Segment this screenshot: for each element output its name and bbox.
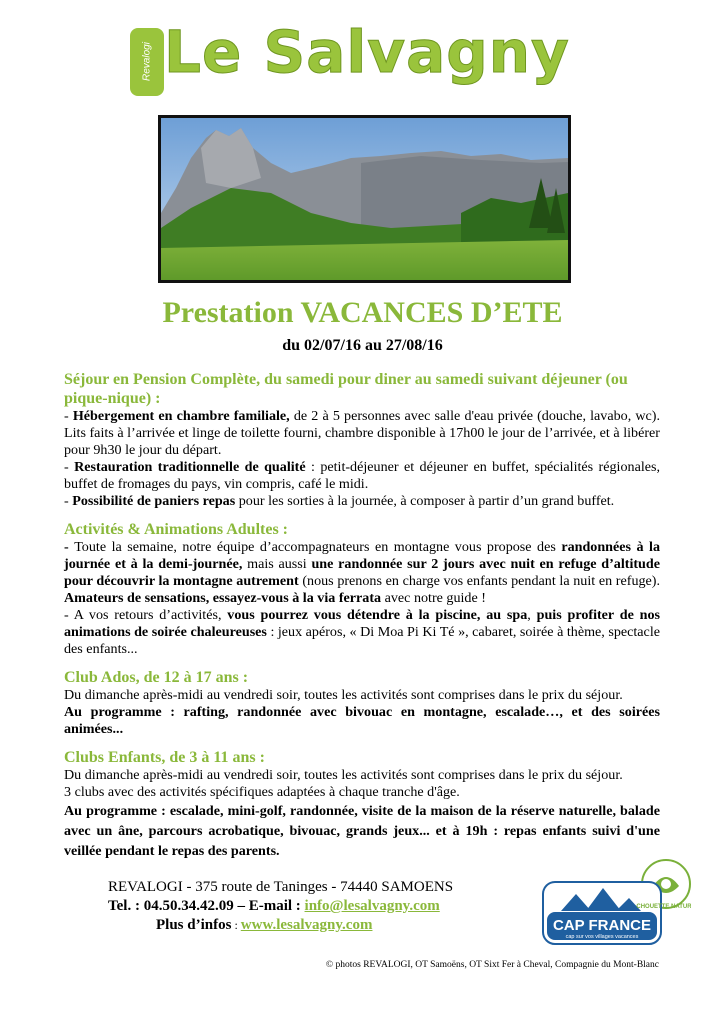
section-pension [64, 370, 660, 510]
capfrance-name: CAP FRANCE [552, 917, 652, 934]
pension-heading: Séjour en Pension Complète, du samedi pour diner au samedi suivant déjeuner (ou pique-nique) : [64, 371, 628, 407]
enfants-text2: 3 clubs avec des activités spécifiques adaptées à chaque tranche d'âge. [64, 784, 460, 800]
page-title: Prestation VACANCES D’ETE [162, 296, 563, 329]
website-link[interactable]: www.lesalvagny.com [240, 917, 373, 933]
enfants-heading: Clubs Enfants, de 3 à 11 ans : [64, 749, 265, 766]
revalogi-badge: Revalogi [130, 28, 164, 96]
contact-address: REVALOGI - 375 route de Taninges - 74440 SAMOENS [108, 879, 454, 895]
ados-heading: Club Ados, de 12 à 17 ans : [64, 669, 249, 686]
main-content [64, 370, 660, 871]
pension-paniers: - Possibilité de paniers repas pour les sorties à la journée, à composer à partir d’un grand buffet. [64, 493, 615, 509]
section-adultes [64, 520, 660, 658]
ados-text: Du dimanche après-midi au vendredi soir, toutes les activités sont comprises dans le prix du séjour. [64, 687, 623, 703]
adultes-heading: Activités & Animations Adultes : [64, 521, 288, 538]
section-enfants [64, 748, 660, 861]
logo-wordmark: Le Salvagny [164, 18, 570, 86]
contact-phone-email: Tel. : 04.50.34.42.09 – E-mail : info@lesalvagny.com [108, 898, 440, 914]
enfants-program: Au programme : escalade, mini-golf, randonnée, visite de la maison de la réserve naturelle, balade avec un âne, parcours acrobatique, bivouac, grands jeux... et à 19h : repas enfants suivi d'une veillée pendant le repas des parents. [64, 803, 660, 859]
contact-block [108, 878, 453, 935]
ados-program: Au programme : rafting, randonnée avec bivouac en montagne, escalade…, et des soirées animées... [64, 704, 660, 737]
stay-dates: du 02/07/16 au 27/08/16 [282, 337, 443, 354]
adultes-detente: - A vos retours d’activités, vous pourrez vous détendre à la piscine, au spa, puis profiter de nos animations de soirée chaleureuses : jeux apéros, « Di Moa Pi Ki Té », cabaret, soirée à thème, spectacle des enfants... [64, 607, 661, 657]
contact-website: Plus d’infos : www.lesalvagny.com [156, 917, 373, 933]
photo-credits: © photos REVALOGI, OT Samoëns, OT Sixt Fer à Cheval, Compagnie du Mont-Blanc [325, 960, 659, 970]
enfants-text1: Du dimanche après-midi au vendredi soir, toutes les activités sont comprises dans le prix du séjour. [64, 767, 623, 783]
capfrance-logo [541, 856, 691, 946]
adultes-randonnees: - Toute la semaine, notre équipe d’accompagnateurs en montagne vous propose des randonnées à la journée et à la demi-journée, mais aussi une randonnée sur 2 jours avec nuit en refuge d’altitude pour découvrir la montagne autrement (nous prenons en charge vos enfants pendant la nuit en refuge). Amateurs de sensations, essayez-vous à la via ferrata avec notre guide ! [64, 539, 661, 606]
capfrance-tagline: cap sur vos villages vacances [565, 934, 639, 940]
pension-restauration: - Restauration traditionnelle de qualité : petit-déjeuner et déjeuner en buffet, spécialités régionales, buffet de fromages du pays, vin compris, café le midi. [64, 459, 661, 492]
pension-hebergement: - Hébergement en chambre familiale, de 2 à 5 personnes avec salle d'eau privée (douche, lavabo, wc). Lits faits à l’arrivée et linge de toilette fourni, chambre disponible à 17h00 le jour de l’arrivée, et à libérer pour 9h30 le jour du départ. [64, 408, 661, 458]
salvagny-logo [124, 18, 584, 106]
email-link[interactable]: info@lesalvagny.com [304, 898, 440, 914]
chouette-nature-badge: CHOUETTE NATURE [636, 904, 691, 910]
section-ados [64, 668, 660, 738]
mountain-photo [158, 115, 571, 283]
